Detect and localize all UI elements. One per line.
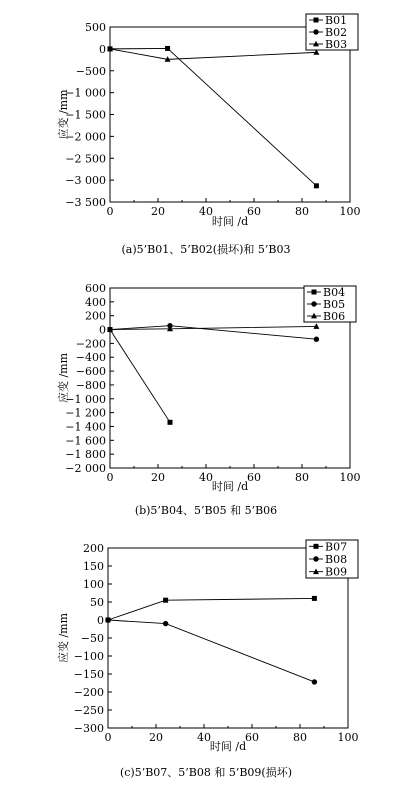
y-tick-label: −1 600 — [65, 434, 106, 448]
x-tick-label: 0 — [106, 205, 114, 218]
y-tick-label: −3 000 — [65, 174, 106, 188]
data-point-B08 — [105, 617, 110, 622]
data-point-B01 — [165, 46, 170, 51]
x-tick-label: 20 — [151, 205, 165, 218]
legend-marker-B04 — [312, 290, 317, 295]
y-tick-label: −1 000 — [65, 86, 106, 100]
legend-marker-B02 — [313, 29, 318, 34]
x-tick-label: 80 — [293, 731, 307, 744]
x-tick-label: 100 — [337, 731, 359, 744]
y-tick-label: −200 — [75, 337, 106, 351]
y-tick-label: −2 000 — [65, 130, 106, 144]
y-tick-label: −2 000 — [65, 462, 106, 475]
legend-label-B08: B08 — [325, 553, 348, 566]
y-tick-label: 200 — [85, 309, 106, 323]
legend — [306, 540, 358, 579]
x-tick-label: 60 — [245, 731, 259, 744]
y-tick-label: 600 — [85, 282, 106, 295]
y-tick-label: 100 — [83, 578, 104, 591]
x-axis-label: 时间 /d — [211, 480, 249, 493]
figure-caption: (b)5’B04、5’B05 和 5’B06 — [134, 504, 278, 517]
y-tick-label: −1 500 — [65, 108, 106, 122]
legend-label-B06: B06 — [323, 310, 346, 323]
data-point-B07 — [163, 598, 168, 603]
series-line-B01 — [110, 48, 316, 185]
series-line-B07 — [108, 598, 314, 620]
y-tick-label: −400 — [75, 351, 106, 365]
data-point-B05 — [314, 337, 319, 342]
data-point-B07 — [312, 596, 317, 601]
series-line-B08 — [108, 620, 314, 682]
legend-marker-B05 — [311, 301, 316, 306]
y-tick-label: −250 — [73, 704, 104, 717]
x-tick-label: 40 — [199, 205, 213, 218]
series-line-B04 — [110, 330, 170, 423]
x-tick-label: 0 — [106, 471, 114, 484]
series-line-B03 — [110, 49, 316, 60]
x-axis-label: 时间 /d — [211, 215, 249, 228]
y-tick-label: −200 — [73, 686, 104, 699]
data-point-B08 — [163, 621, 168, 626]
x-tick-label: 100 — [339, 205, 361, 218]
y-tick-label: −50 — [80, 632, 104, 645]
x-tick-label: 20 — [149, 731, 163, 744]
y-tick-label: −600 — [75, 365, 106, 379]
figure-caption: (a)5’B01、5’B02(损坏)和 5’B03 — [121, 243, 291, 256]
y-tick-label: 0 — [99, 323, 106, 337]
legend-marker-B01 — [314, 18, 319, 23]
y-tick-label: −150 — [73, 668, 104, 681]
legend — [304, 286, 356, 323]
legend-marker-B08 — [313, 556, 318, 561]
legend-label-B05: B05 — [323, 298, 346, 311]
legend-label-B04: B04 — [323, 286, 346, 299]
y-tick-label: −100 — [73, 650, 104, 663]
chart-panel-3 — [56, 540, 359, 779]
y-tick-label: −500 — [75, 64, 106, 78]
data-point-B08 — [312, 679, 317, 684]
legend-marker-B07 — [314, 544, 319, 549]
y-tick-label: −1 800 — [65, 448, 106, 462]
legend-label-B09: B09 — [325, 565, 348, 579]
x-axis-label: 时间 /d — [209, 740, 247, 753]
x-tick-label: 60 — [247, 471, 261, 484]
y-tick-label: −800 — [75, 378, 106, 392]
y-axis-label: 应变 /mm — [57, 352, 70, 404]
legend-label-B03: B03 — [325, 38, 348, 51]
y-tick-label: 500 — [85, 21, 106, 34]
y-tick-label: −1 400 — [65, 420, 106, 434]
chart-panel-2 — [56, 282, 361, 517]
y-tick-label: 0 — [97, 614, 104, 627]
x-tick-label: 60 — [247, 205, 261, 218]
y-tick-label: 400 — [85, 295, 106, 309]
x-tick-label: 100 — [339, 471, 361, 484]
y-axis-label: 应变 /mm — [57, 89, 70, 140]
y-tick-label: 200 — [83, 542, 104, 555]
x-tick-label: 80 — [295, 471, 309, 484]
y-tick-label: −300 — [73, 722, 104, 735]
legend-label-B01: B01 — [325, 14, 348, 27]
chart-panel-1 — [56, 14, 361, 256]
y-tick-label: 50 — [90, 596, 104, 609]
y-tick-label: 150 — [83, 560, 104, 573]
y-tick-label: −2 500 — [65, 152, 106, 166]
y-tick-label: 0 — [99, 42, 106, 56]
x-tick-label: 20 — [151, 471, 165, 484]
x-tick-label: 0 — [104, 731, 112, 744]
x-tick-label: 80 — [295, 205, 309, 218]
y-tick-label: −1 200 — [65, 406, 106, 420]
legend — [306, 14, 358, 51]
data-point-B01 — [314, 183, 319, 188]
x-tick-label: 40 — [197, 731, 211, 744]
plot-frame — [110, 27, 350, 202]
figure-caption: (c)5’B07、5’B08 和 5’B09(损坏) — [119, 766, 293, 779]
legend-label-B02: B02 — [325, 26, 348, 39]
y-tick-label: −1 000 — [65, 392, 106, 406]
legend-label-B07: B07 — [325, 540, 348, 554]
y-tick-label: −3 500 — [65, 196, 106, 209]
y-axis-label: 应变 /mm — [57, 612, 70, 664]
x-tick-label: 40 — [199, 471, 213, 484]
data-point-B04 — [168, 420, 173, 425]
